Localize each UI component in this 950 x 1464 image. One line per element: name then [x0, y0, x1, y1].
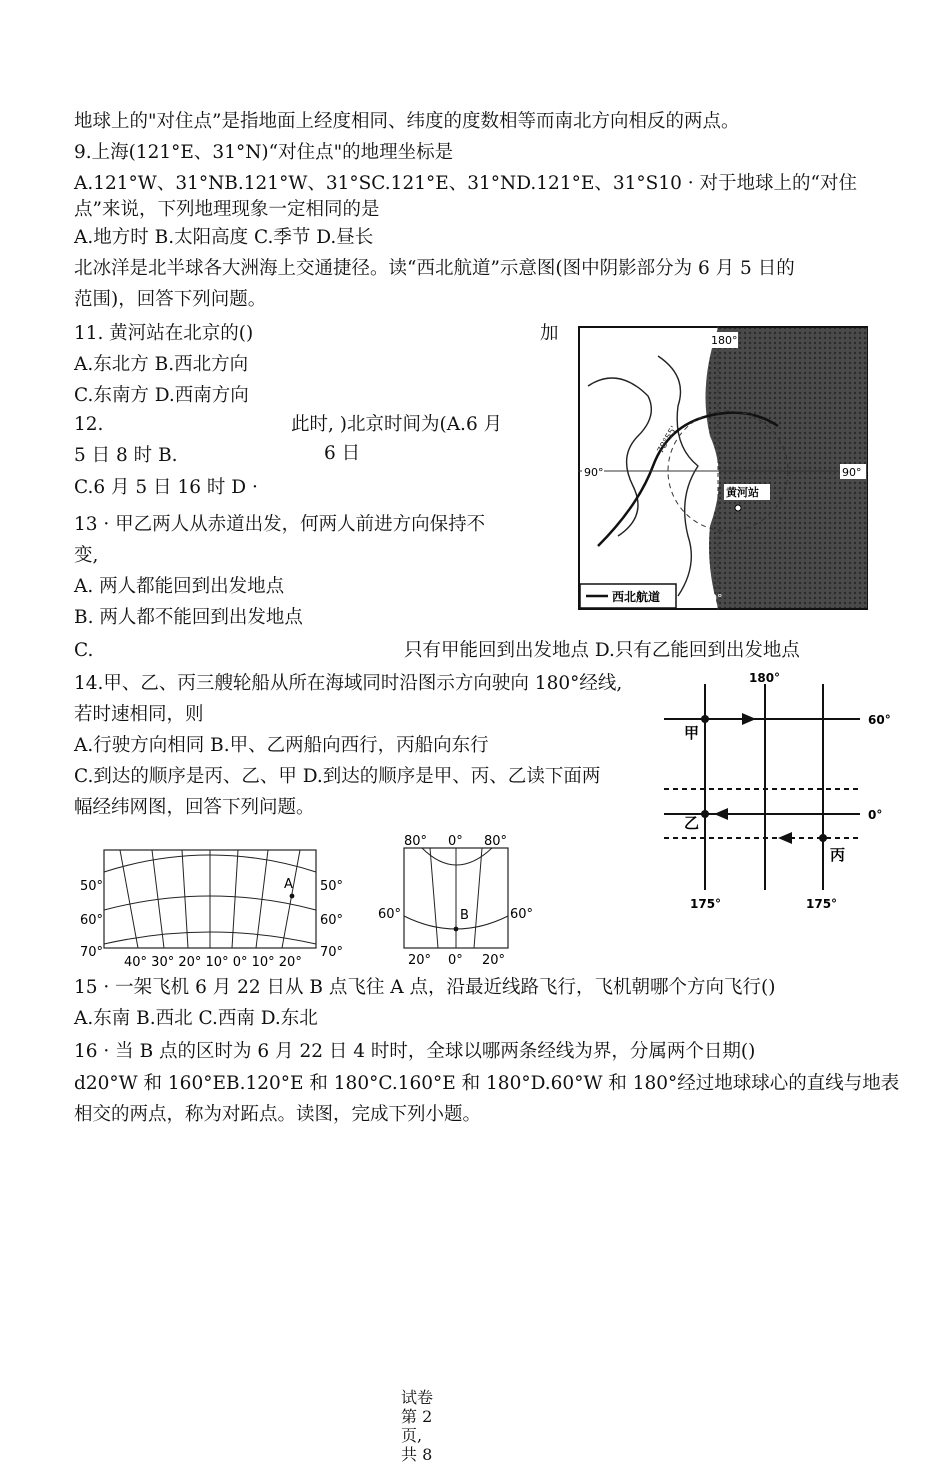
label-0: 0°: [868, 808, 883, 822]
footer-line-2: 第 2: [401, 1407, 433, 1426]
question-11-options-ab: A.东北方 B.西北方向: [74, 354, 249, 375]
label-60: 60°: [868, 713, 891, 727]
question-12-number: 12.: [74, 414, 104, 435]
point-a-label: A: [284, 877, 293, 892]
lat-right-60: 60°: [510, 907, 534, 922]
question-10-options: A.地方时 B.太阳高度 C.季节 D.昼长: [74, 227, 374, 248]
label-175-left: 175°: [690, 897, 722, 911]
top-label-center: 0°: [448, 834, 463, 849]
question-14: 14.甲、乙、丙三艘轮船从所在海域同时沿图示方向驶向 180°经线,: [74, 673, 623, 694]
question-12-option-b-fragment: 6 日: [324, 443, 361, 464]
label-90-right: 90°: [842, 466, 862, 479]
footer-line-4: 共 8: [401, 1445, 433, 1464]
label-180: 180°: [711, 334, 738, 347]
ship-b-label: 乙: [684, 814, 700, 832]
lat-right-50: 50°: [320, 879, 344, 894]
question-13-option-a: A. 两人都能回到出发地点: [74, 576, 285, 597]
ship-a-marker: [701, 715, 709, 723]
question-9-options: A.121°W、31°NB.121°W、31°SC.121°E、31°ND.121°E、31°S10 · 对于地球上的“对住: [74, 173, 857, 194]
ship-b-arrow: [714, 808, 728, 820]
top-label-right: 80°: [484, 834, 508, 849]
question-11: 11. 黄河站在北京的(): [74, 323, 254, 344]
question-10-stem: 点”来说，下列地理现象一定相同的是: [74, 199, 380, 220]
question-13-option-c-label: C.: [74, 640, 94, 661]
question-13-option-cd: 只有甲能回到出发地点 D.只有乙能回到出发地点: [404, 640, 800, 661]
bottom-label-right: 20°: [482, 953, 506, 968]
question-9: 9.上海(121°E、31°N)“对住点"的地理坐标是: [74, 142, 454, 163]
ship-c-marker: [819, 834, 827, 842]
question-16-options: d20°W 和 160°EB.120°E 和 180°C.160°E 和 180°D.60°W 和 180°经过地球球心的直线与地表: [74, 1073, 900, 1094]
ship-a-arrow: [742, 713, 756, 725]
lat-left-50: 50°: [80, 879, 104, 894]
arctic-passage-map: [578, 326, 868, 610]
lat-right-60: 60°: [320, 913, 344, 928]
station-marker: [735, 505, 741, 511]
ship-grid-figure: [664, 668, 904, 918]
ship-a-label: 甲: [684, 724, 700, 742]
question-15-options: A.东南 B.西北 C.西南 D.东北: [74, 1008, 318, 1029]
passage-arctic-cont: 范围)，回答下列问题。: [74, 289, 267, 310]
question-13: 13 · 甲乙两人从赤道出发，何两人前进方向保持不: [74, 514, 486, 535]
graticule-map-a: [74, 838, 354, 972]
station-label: 黄河站: [726, 486, 759, 499]
label-175-right: 175°: [806, 897, 838, 911]
lon-labels: 40° 30° 20° 10° 0° 10° 20°: [124, 955, 302, 970]
legend-label: 西北航道: [612, 590, 661, 604]
ship-b-marker: [701, 810, 709, 818]
graticule-map-b: [374, 832, 540, 970]
label-90-left: 90°: [584, 466, 604, 479]
footer-line-1: 试卷: [401, 1388, 434, 1407]
point-b-marker: [454, 927, 459, 932]
page-footer: [401, 1388, 441, 1464]
lat-left-60: 60°: [80, 913, 104, 928]
passage-grid-maps: 幅经纬网图，回答下列问题。: [74, 797, 315, 818]
ship-c-label: 丙: [830, 846, 846, 864]
question-12-option-c: C.6 月 5 日 16 时 D ·: [74, 477, 258, 498]
top-label-left: 80°: [404, 834, 428, 849]
question-11-options-cd: C.东南方 D.西南方向: [74, 385, 249, 406]
question-13-cont: 变,: [74, 545, 99, 566]
ship-c-arrow: [778, 832, 792, 844]
question-16: 16 · 当 B 点的区时为 6 月 22 日 4 时时，全球以哪两条经线为界，分属两个日期(): [74, 1041, 756, 1062]
label-0: 0°: [710, 592, 723, 605]
stray-glyph: 加: [540, 323, 559, 344]
question-12-stem: 此时, )北京时间为(A.6 月: [291, 414, 503, 435]
lat-left-70: 70°: [80, 945, 104, 960]
question-14-options-ab: A.行驶方向相同 B.甲、乙两船向西行，丙船向东行: [74, 735, 489, 756]
label-180: 180°: [749, 671, 781, 685]
bottom-label-left: 20°: [408, 953, 432, 968]
bottom-label-center: 0°: [448, 953, 463, 968]
point-b-label: B: [460, 908, 469, 923]
question-14-options-cd: C.到达的顺序是丙、乙、甲 D.到达的顺序是甲、丙、乙读下面两: [74, 766, 601, 787]
question-13-option-b: B. 两人都不能回到出发地点: [74, 607, 303, 628]
footer-line-3: 页,: [401, 1426, 423, 1445]
passage-antipode: 相交的两点，称为对跖点。读图，完成下列小题。: [74, 1104, 482, 1125]
lat-right-70: 70°: [320, 945, 344, 960]
label-latitude: 78°55': [655, 424, 680, 456]
passage-arctic: 北冰洋是北半球各大洲海上交通捷径。读“西北航道”示意图(图中阴影部分为 6 月 5 日的: [74, 258, 795, 279]
question-14-cont: 若时速相同，则: [74, 704, 204, 725]
question-12-option-a: 5 日 8 时 B.: [74, 445, 178, 466]
question-15: 15 · 一架飞机 6 月 22 日从 B 点飞往 A 点，沿最近线路飞行，飞机朝哪个方向飞行(): [74, 977, 776, 998]
point-a-marker: [290, 894, 295, 899]
intro-line: 地球上的"对住点”是指地面上经度相同、纬度的度数相等而南北方向相反的两点。: [74, 111, 740, 132]
lat-left-60: 60°: [378, 907, 402, 922]
